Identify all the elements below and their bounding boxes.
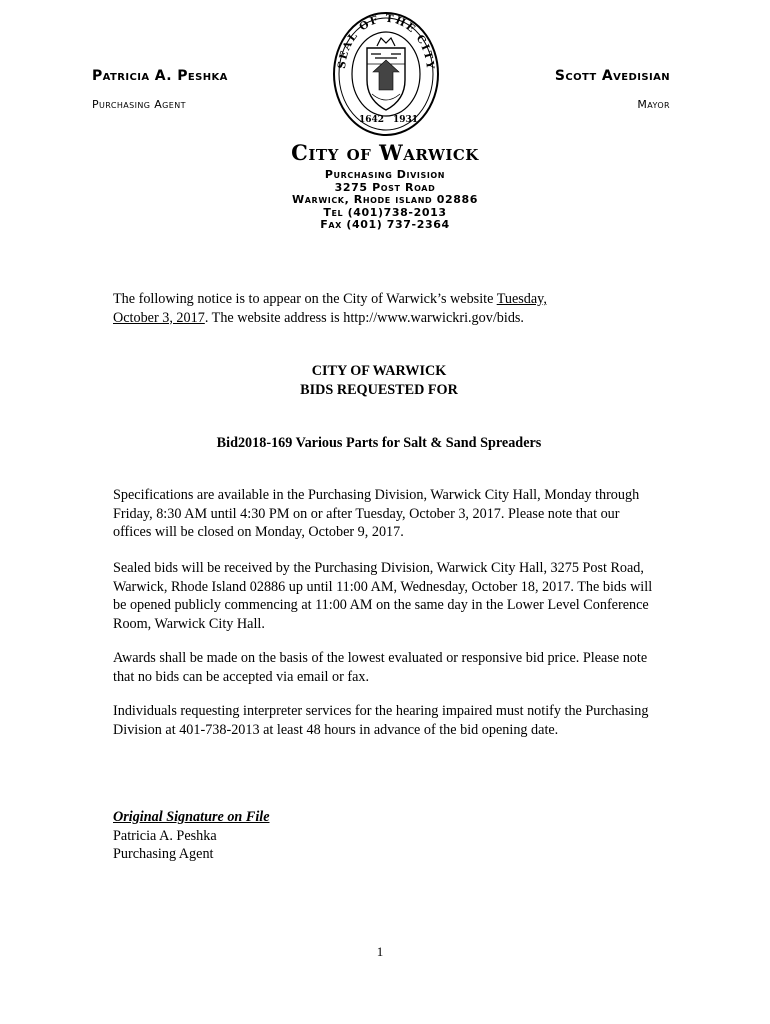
paragraph-interpreter: Individuals requesting interpreter services for the hearing impaired must notify the Purchasing Division at 401-738-2013 at least 48 hours in advance of the bid opening date. xyxy=(113,703,649,738)
svg-text:1931: 1931 xyxy=(393,115,419,125)
letterhead-line: Tel (401)738-2013 xyxy=(323,205,447,219)
notice-title: CITY OF WARWICK BIDS REQUESTED FOR xyxy=(300,363,458,398)
notice-intro: The following notice is to appear on the City of Warwick’s website Tuesday, October 3, 2017. The website address is http://www.warwickri.gov/bids. xyxy=(113,291,547,326)
svg-text:SEAL OF THE CITY OF WARWICK R.: SEAL OF THE CITY xyxy=(335,12,437,71)
letterhead-title: City of Warwick xyxy=(291,140,479,165)
signature-block xyxy=(113,808,658,864)
signature-name: Patricia A. Peshka xyxy=(113,827,217,844)
letterhead-line: 3275 Post Road xyxy=(334,180,436,194)
header-right-name: Scott Avedisian xyxy=(554,68,670,84)
page-number: 1 xyxy=(376,944,384,959)
signature-title: Purchasing Agent xyxy=(113,846,214,863)
header-left-role: Purchasing Agent xyxy=(92,98,186,111)
signature-label: Original Signature on File xyxy=(113,809,270,825)
letterhead-line: Purchasing Division xyxy=(324,168,446,181)
paragraph-specifications: Specifications are available in the Purchasing Division, Warwick City Hall, Monday through Friday, 8:30 AM until 4:30 PM on or after Tuesday, October 3, 2017. Please note that our offices will be closed on Monday, October 9, 2017. xyxy=(113,487,640,541)
notice-date-part2: October 3, 2017 xyxy=(113,309,205,326)
letterhead-line: Warwick, Rhode island 02886 xyxy=(292,193,478,206)
bid-title: Bid2018-169 Various Parts for Salt & Sand Spreaders xyxy=(216,435,542,451)
paragraph-awards: Awards shall be made on the basis of the lowest evaluated or responsive bid price. Please note that no bids can be accepted via email or fax. xyxy=(113,650,648,685)
paragraph-sealed-bids: Sealed bids will be received by the Purchasing Division, Warwick City Hall, 3275 Post Road, Warwick, Rhode Island 02886 up until 11:00 AM, Wednesday, October 18, 2017. The bids will be opened publicly commencing at 11:00 AM on the same day in the Lower Level Conference Room, Warwick City Hall. xyxy=(113,560,653,632)
letterhead-line: Fax (401) 737-2364 xyxy=(320,218,450,231)
notice-date-part1: Tuesday, xyxy=(496,291,547,307)
svg-text:1642: 1642 xyxy=(359,115,385,125)
header-right-role: Mayor xyxy=(637,98,670,111)
city-seal-icon xyxy=(331,10,441,140)
header-left-name: Patricia A. Peshka xyxy=(92,68,228,84)
letterhead xyxy=(200,140,570,232)
